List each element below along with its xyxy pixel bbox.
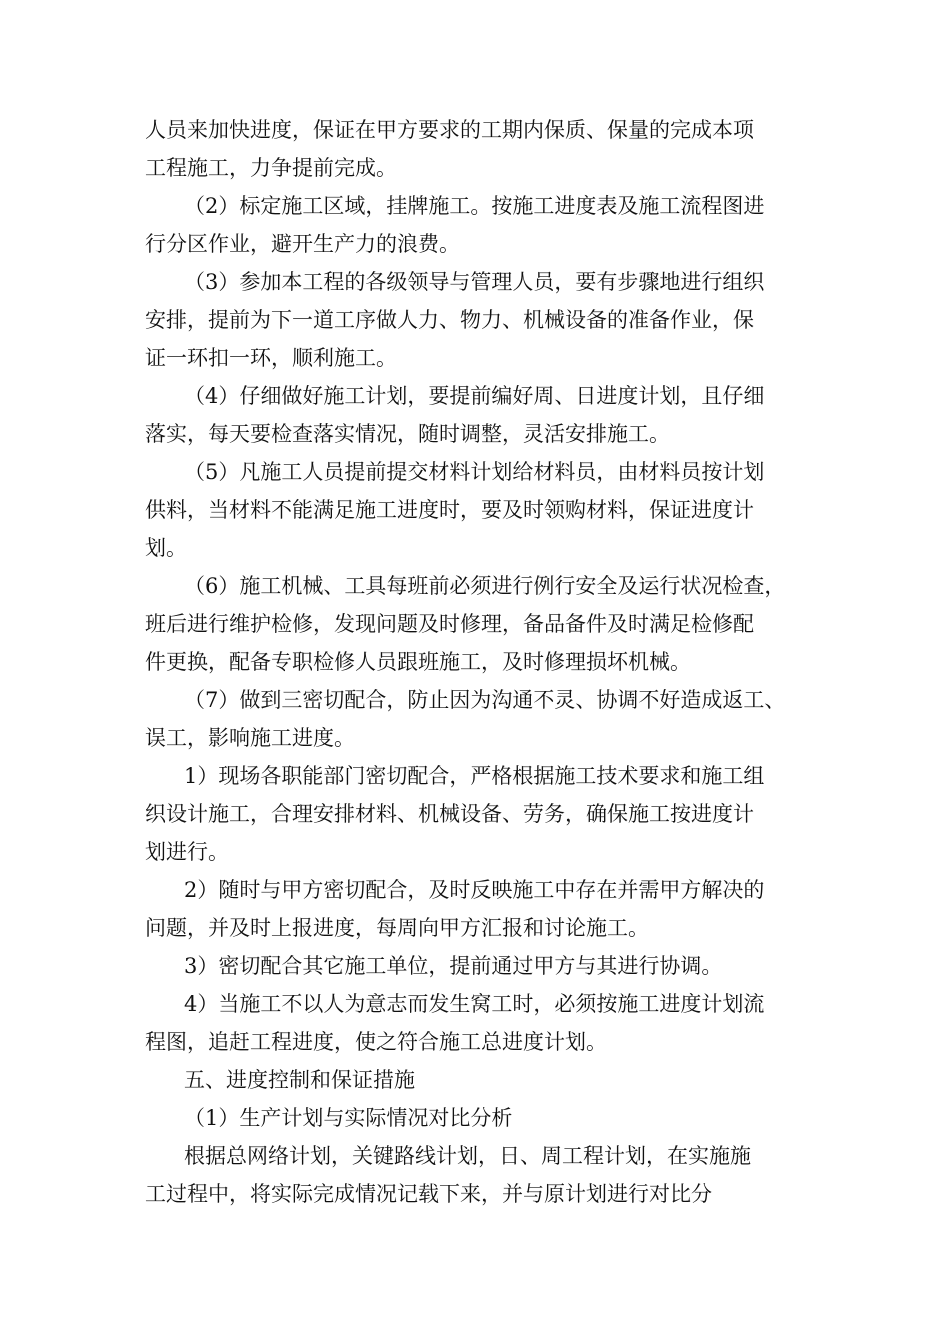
text-line: 件更换，配备专职检修人员跟班施工，及时修理损坏机械。	[145, 650, 691, 674]
text-line: 1）现场各职能部门密切配合，严格根据施工技术要求和施工组	[184, 764, 765, 788]
text-line: 安排，提前为下一道工序做人力、物力、机械设备的准备作业，保	[145, 308, 754, 332]
text-line: 2）随时与甲方密切配合，及时反映施工中存在并需甲方解决的	[184, 878, 765, 902]
text-line: 划进行。	[145, 840, 229, 864]
text-line: 4）当施工不以人为意志而发生窝工时，必须按施工进度计划流	[184, 992, 765, 1016]
text-line: 工程施工，力争提前完成。	[145, 156, 397, 180]
text-line: 班后进行维护检修，发现问题及时修理，备品备件及时满足检修配	[145, 612, 754, 636]
text-line: 3）密切配合其它施工单位，提前通过甲方与其进行协调。	[184, 954, 723, 978]
text-line: 误工，影响施工进度。	[145, 726, 355, 750]
text-line: 程图，追赶工程进度，使之符合施工总进度计划。	[145, 1030, 607, 1054]
text-line: （5）凡施工人员提前提交材料计划给材料员，由材料员按计划	[184, 460, 765, 484]
text-line: 供料，当材料不能满足施工进度时，要及时领购材料，保证进度计	[145, 498, 754, 522]
section-heading: 五、进度控制和保证措施	[184, 1068, 415, 1092]
text-line: 证一环扣一环，顺利施工。	[145, 346, 397, 370]
text-line: 落实，每天要检查落实情况，随时调整，灵活安排施工。	[145, 422, 670, 446]
text-line: （3）参加本工程的各级领导与管理人员，要有步骤地进行组织	[184, 270, 765, 294]
text-line: 问题，并及时上报进度，每周向甲方汇报和讨论施工。	[145, 916, 649, 940]
subsection-heading: （1）生产计划与实际情况对比分析	[184, 1106, 513, 1130]
text-line: （2）标定施工区域，挂牌施工。按施工进度表及施工流程图进	[184, 194, 765, 218]
text-line: 根据总网络计划，关键路线计划，日、周工程计划，在实施施	[184, 1144, 751, 1168]
text-line: （7）做到三密切配合，防止因为沟通不灵、协调不好造成返工、	[184, 688, 786, 712]
text-line: 行分区作业，避开生产力的浪费。	[145, 232, 460, 256]
text-line: （6）施工机械、工具每班前必须进行例行安全及运行状况检查，	[184, 574, 786, 598]
text-line: 划。	[145, 536, 187, 560]
text-line: 人员来加快进度，保证在甲方要求的工期内保质、保量的完成本项	[145, 118, 754, 142]
text-line: （4）仔细做好施工计划，要提前编好周、日进度计划，且仔细	[184, 384, 765, 408]
text-line: 织设计施工，合理安排材料、机械设备、劳务，确保施工按进度计	[145, 802, 754, 826]
text-line: 工过程中，将实际完成情况记载下来，并与原计划进行对比分	[145, 1182, 712, 1206]
